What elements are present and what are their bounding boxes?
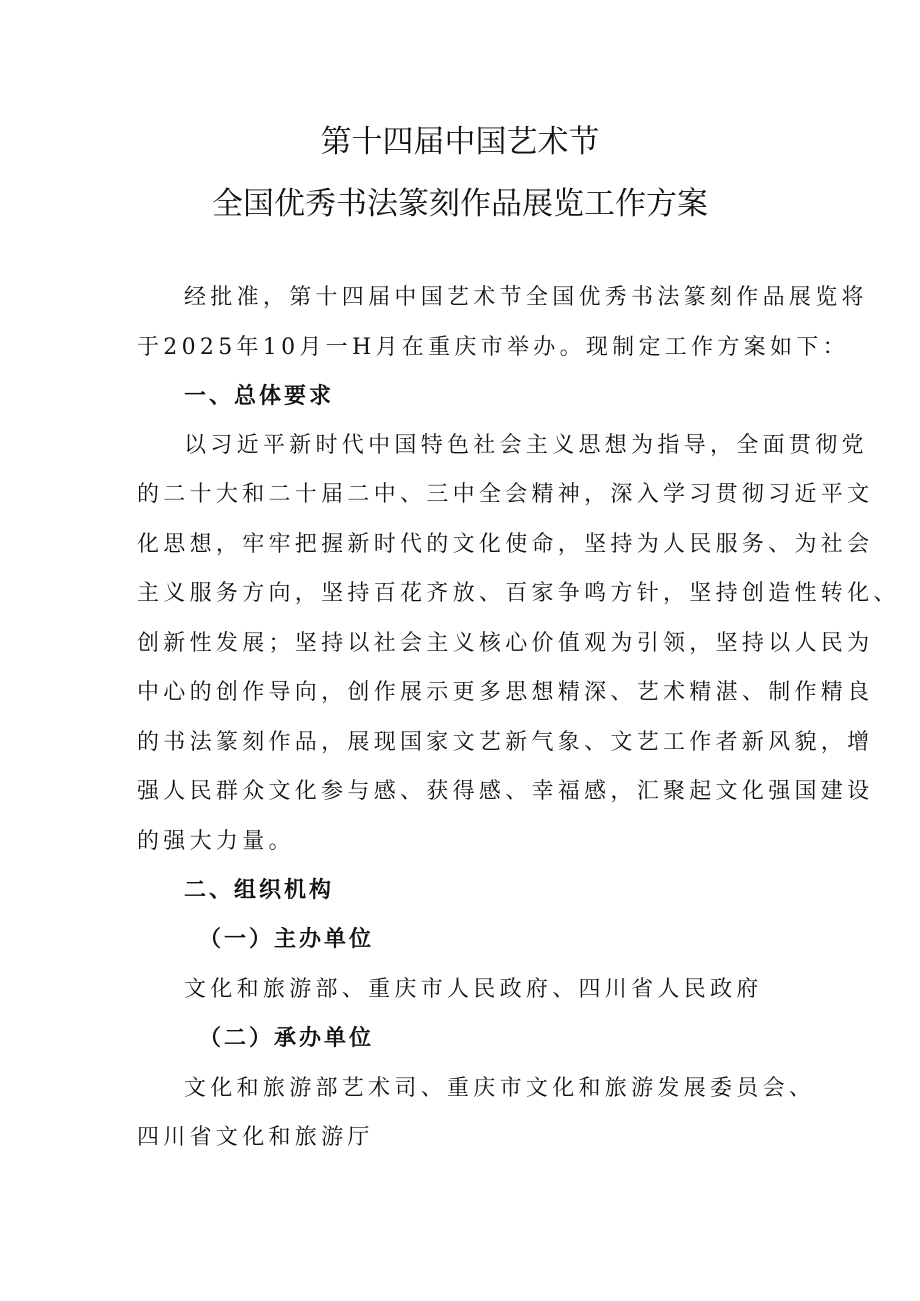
- section1-line: 化思想，牢牢把握新时代的文化使命，坚持为人民服务、为社会: [137, 532, 874, 557]
- sub2-line-1: 文化和旅游部艺术司、重庆市文化和旅游发展委员会、: [184, 1076, 816, 1101]
- title-line-1: 第十四届中国艺术节: [320, 124, 600, 160]
- section1-heading: 一、总体要求: [184, 384, 335, 409]
- section1-line: 的书法篆刻作品，展现国家文艺新气象、文艺工作者新风貌，增: [137, 730, 874, 755]
- title-line-2: 全国优秀书法篆刻作品展览工作方案: [212, 186, 708, 222]
- section1-line: 创新性发展；坚持以社会主义核心价值观为引领，坚持以人民为: [137, 631, 874, 656]
- section1-line: 强人民群众文化参与感、获得感、幸福感，汇聚起文化强国建设: [137, 779, 874, 804]
- sub2-line-2: 四川省文化和旅游厅: [137, 1125, 374, 1150]
- section1-line: 中心的创作导向，创作展示更多思想精深、艺术精湛、制作精良: [137, 680, 874, 705]
- sub1-heading: （一）主办单位: [199, 927, 375, 952]
- intro-line-1: 经批准，第十四届中国艺术节全国优秀书法篆刻作品展览将: [184, 285, 868, 310]
- intro-line-2: 于2025年10月一H月在重庆市举办。现制定工作方案如下：: [137, 335, 849, 360]
- section1-line: 主义服务方向，坚持百花齐放、百家争鸣方针，坚持创造性转化、: [137, 581, 900, 606]
- section1-line: 以习近平新时代中国特色社会主义思想为指导，全面贯彻党: [184, 433, 868, 458]
- sub2-heading: （二）承办单位: [199, 1026, 375, 1051]
- section2-heading: 二、组织机构: [184, 878, 335, 903]
- section1-line: 的强大力量。: [137, 829, 295, 854]
- section1-line: 的二十大和二十届二中、三中全会精神，深入学习贯彻习近平文: [137, 482, 874, 507]
- sub1-text: 文化和旅游部、重庆市人民政府、四川省人民政府: [184, 977, 763, 1002]
